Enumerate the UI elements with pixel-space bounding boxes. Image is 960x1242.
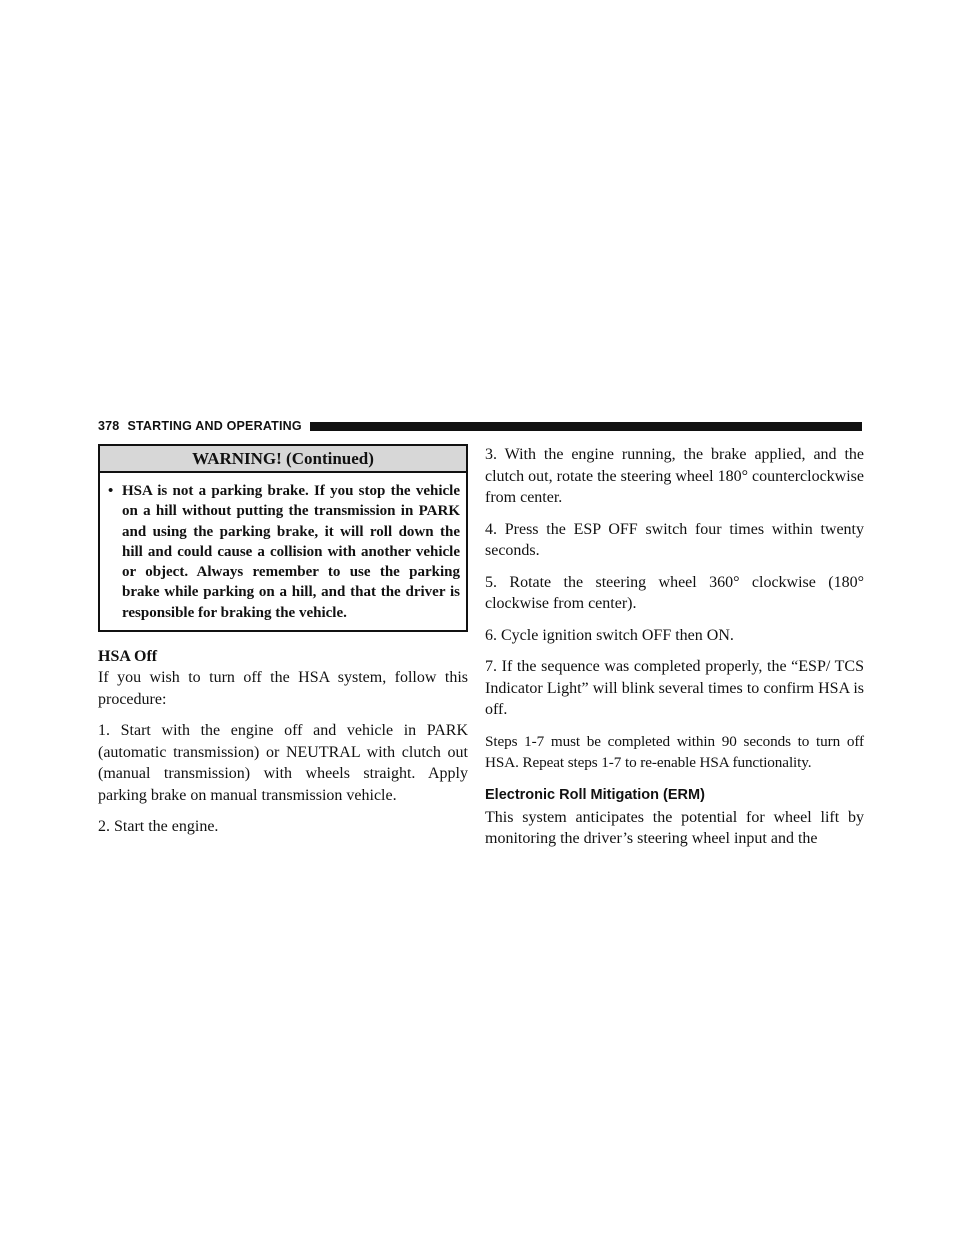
hsa-off-heading: HSA Off (98, 648, 158, 666)
step-4: 4. Press the ESP OFF switch four times within twenty seconds. (485, 520, 864, 559)
page-header (98, 418, 862, 434)
section-title: STARTING AND OPERATING (127, 419, 302, 433)
step-3: 3. With the engine running, the brake applied, and the clutch out, rotate the steering wheel 180° counterclockwise from center. (485, 446, 864, 506)
page-number: 378 (98, 419, 120, 433)
step-2: 2. Start the engine. (98, 818, 219, 836)
hsa-off-intro: If you wish to turn off the HSA system, follow this procedure: (98, 669, 468, 708)
warning-bullet-item (108, 481, 460, 623)
erm-heading: Electronic Roll Mitigation (ERM) (485, 786, 705, 803)
step-6: 6. Cycle ignition switch OFF then ON. (485, 626, 734, 644)
bullet-icon: • (108, 483, 114, 499)
warning-body (100, 473, 466, 630)
warning-title: WARNING! (Continued) (100, 446, 466, 473)
warning-text: HSA is not a parking brake. If you stop the vehicle on a hill without putting the transmission in PARK and using the parking brake, it will roll down the hill and could cause a collision with another vehicle or object. Always remember to use the parking brake while parking on a hill, and that the driver is responsible for braking the vehicle. (122, 483, 460, 621)
step-7: 7. If the sequence was completed properly, the “ESP/ TCS Indicator Light” will blink several times to confirm HSA is off. (485, 658, 864, 718)
left-column (98, 444, 468, 848)
right-column (485, 444, 864, 860)
step-5: 5. Rotate the steering wheel 360° clockwise (180° clockwise from center). (485, 573, 864, 612)
header-rule (310, 422, 862, 431)
erm-text: This system anticipates the potential for wheel lift by monitoring the driver’s steering wheel input and the (485, 808, 864, 847)
step-1: 1. Start with the engine off and vehicle in PARK (automatic transmission) or NEUTRAL with clutch out (manual transmission) with wheels straight. Apply parking brake on manual transmission vehicle. (98, 722, 468, 804)
warning-box (98, 444, 468, 632)
steps-note: Steps 1-7 must be completed within 90 seconds to turn off HSA. Repeat steps 1-7 to re-enable HSA functionality. (485, 732, 864, 771)
